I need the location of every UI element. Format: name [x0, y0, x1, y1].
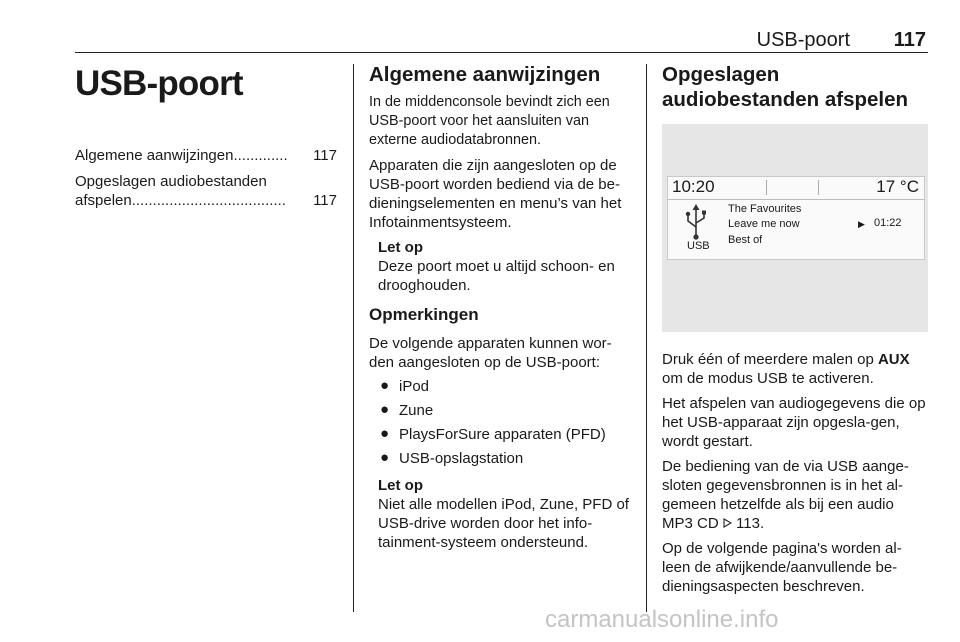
- toc-entry-label-line1: Opgeslagen audiobestanden: [75, 173, 267, 190]
- text-run: Druk één of meerdere malen op: [662, 351, 874, 368]
- note-label: Let op: [378, 477, 423, 494]
- track-title: The Favourites: [728, 203, 802, 215]
- paragraph: Apparaten die zijn aangesloten op de USB-poort worden bediend via de be-dieningselementen en menu’s van het Infotainmentsysteem.: [369, 157, 622, 231]
- page-reference[interactable]: 113.: [736, 515, 765, 532]
- bullet-icon: ●: [380, 449, 390, 466]
- divider-tick: [766, 180, 767, 195]
- text-run: om de modus USB te activeren.: [662, 370, 874, 387]
- temperature-readout: 17 °C: [876, 177, 919, 196]
- toc-entry-page: 117: [313, 147, 337, 164]
- usb-icon: [682, 203, 710, 241]
- divider-tick: [818, 180, 819, 195]
- usb-source-label: USB: [687, 240, 710, 252]
- section-heading-algemene: Algemene aanwijzingen: [369, 63, 601, 86]
- page-number: 117: [893, 29, 926, 51]
- list-item: [369, 377, 633, 396]
- list-item-label: PlaysForSure apparaten (PFD): [399, 426, 606, 443]
- screen-divider: [668, 199, 924, 200]
- running-section-title: USB-poort: [756, 29, 850, 51]
- track-title: Leave me now: [728, 218, 800, 230]
- chapter-title: USB-poort: [75, 64, 243, 103]
- list-item-label: iPod: [399, 378, 430, 395]
- bullet-icon: ●: [380, 425, 390, 442]
- playback-time: 01:22: [874, 217, 902, 229]
- paragraph: [662, 457, 928, 533]
- bullet-icon: ●: [380, 401, 390, 418]
- toc-entry-label: Algemene aanwijzingen: [75, 147, 234, 164]
- list-item: [369, 425, 633, 444]
- text-run: De bediening van de via USB aange-sloten gegevensbronnen is in het al-gemeen hetzelfde als bij een audio MP3 CD: [662, 458, 909, 532]
- note-box: [378, 476, 633, 552]
- toc-entry-opgeslagen[interactable]: [75, 172, 337, 210]
- subheading-opmerkingen: Opmerkingen: [369, 305, 479, 324]
- note-box: [378, 238, 633, 295]
- paragraph: Het afspelen van audiogegevens die op het USB-apparaat zijn opgesla-gen, wordt gestart.: [662, 395, 926, 450]
- track-title: Best of: [728, 234, 763, 246]
- page-reference-icon: [723, 518, 732, 528]
- paragraph: De volgende apparaten kunnen wor-den aangesloten op de USB-poort:: [369, 335, 612, 371]
- toc-leader-dots: .....................................: [131, 192, 286, 209]
- paragraph: In de middenconsole bevindt zich een USB-poort voor het aansluiten van externe audiodatabronnen.: [369, 94, 610, 148]
- column-general: [369, 62, 633, 552]
- column-divider: [353, 64, 354, 612]
- column-toc: [75, 62, 337, 210]
- toc-entry-page: 117: [313, 192, 337, 209]
- display-illustration: [662, 124, 928, 332]
- list-item-label: USB-opslagstation: [399, 450, 524, 467]
- note-label: Let op: [378, 239, 423, 256]
- infotainment-screen: [667, 176, 925, 260]
- toc-entry-label-line2: afspelen: [75, 192, 132, 209]
- key-label-aux: AUX: [877, 351, 910, 368]
- list-item-label: Zune: [399, 402, 434, 419]
- list-item: [369, 449, 633, 468]
- note-text: Niet alle modellen iPod, Zune, PFD of USB-drive worden door het info-tainment-systeem ondersteund.: [378, 496, 629, 551]
- column-playback: [662, 62, 928, 596]
- paragraph: Op de volgende pagina's worden al-leen de afwijkende/aanvullende be-dieningsaspecten beschreven.: [662, 540, 902, 595]
- paragraph: [662, 350, 928, 388]
- bullet-icon: ●: [380, 377, 390, 394]
- device-list: [369, 377, 633, 468]
- list-item: [369, 401, 633, 420]
- column-divider: [646, 64, 647, 612]
- toc-entry-algemene[interactable]: [75, 146, 337, 165]
- note-text: Deze poort moet u altijd schoon- en drooghouden.: [378, 258, 615, 294]
- page-header: [75, 24, 928, 53]
- play-icon: ▶: [858, 219, 865, 229]
- section-heading-afspelen: Opgeslagen audiobestanden afspelen: [662, 63, 909, 111]
- watermark-text: carmanualsonline.info: [545, 606, 779, 633]
- clock-readout: 10:20: [672, 177, 715, 196]
- toc-leader-dots: .............: [233, 147, 288, 164]
